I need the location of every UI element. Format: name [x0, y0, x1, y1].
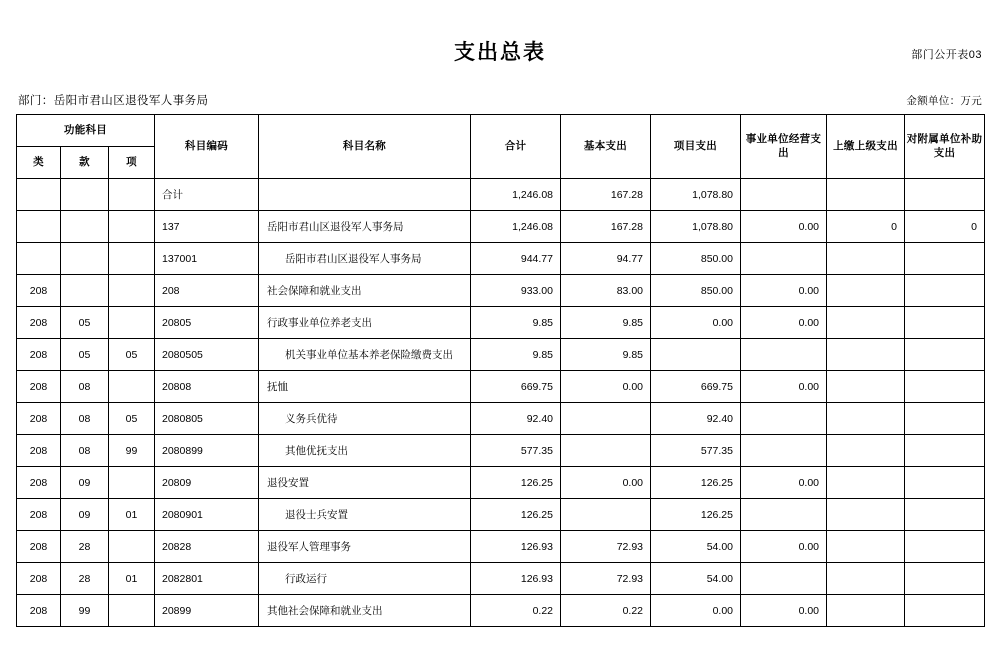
cell-upper: [827, 467, 905, 499]
cell-cls-text: 208: [29, 476, 48, 489]
cell-kuan: [61, 403, 109, 435]
cell-total: [471, 211, 561, 243]
cell-basic: [561, 275, 651, 307]
cell-kuan-text: 08: [78, 412, 91, 425]
cell-project: [651, 339, 741, 371]
cell-upper: [827, 307, 905, 339]
cell-total-text: 92.40: [526, 412, 553, 425]
cell-basic: [561, 595, 651, 627]
cell-kuan: [61, 499, 109, 531]
cell-total: [471, 435, 561, 467]
cell-kuan: [61, 595, 109, 627]
cell-code: [155, 595, 259, 627]
cell-basic-text: 72.93: [616, 540, 643, 553]
cell-xiang-text: 99: [125, 444, 138, 457]
cell-cls: [17, 211, 61, 243]
cell-name: [259, 179, 471, 211]
cell-code-text: 137001: [162, 252, 198, 265]
cell-subsidy: [905, 467, 985, 499]
cell-kuan: [61, 435, 109, 467]
table-row: [17, 211, 985, 243]
cell-kuan-text: 09: [78, 476, 91, 489]
cell-basic-text: 72.93: [616, 572, 643, 585]
cell-total: [471, 531, 561, 563]
cell-business: [741, 179, 827, 211]
cell-project-text: 1,078.80: [692, 188, 733, 201]
cell-business-text: 0.00: [798, 316, 819, 329]
cell-code: [155, 371, 259, 403]
cell-basic-text: 0.00: [622, 476, 643, 489]
header-name: 科目名称: [259, 115, 471, 179]
header-project: 项目支出: [651, 115, 741, 179]
cell-cls-text: 208: [29, 508, 48, 521]
cell-name-text: 退役士兵安置: [285, 509, 348, 521]
cell-project: [651, 243, 741, 275]
cell-total: [471, 563, 561, 595]
cell-code-text: 20805: [162, 316, 192, 329]
cell-basic: [561, 243, 651, 275]
cell-business: [741, 243, 827, 275]
cell-basic-text: 9.85: [622, 348, 643, 361]
cell-basic-text: 167.28: [610, 188, 643, 201]
cell-total-text: 944.77: [520, 252, 553, 265]
cell-name: [259, 499, 471, 531]
department-label: 部门：岳阳市君山区退役军人事务局: [18, 95, 209, 107]
cell-basic: [561, 307, 651, 339]
cell-subsidy: [905, 307, 985, 339]
cell-kuan: [61, 531, 109, 563]
table-row: [17, 403, 985, 435]
cell-kuan: [61, 211, 109, 243]
cell-upper: [827, 403, 905, 435]
cell-name-text: 退役军人管理事务: [267, 541, 351, 553]
cell-name: [259, 339, 471, 371]
cell-name-text: 岳阳市君山区退役军人事务局: [285, 253, 422, 265]
cell-kuan: [61, 467, 109, 499]
cell-xiang: [109, 339, 155, 371]
table-row: [17, 563, 985, 595]
cell-name-text: 行政运行: [285, 573, 327, 585]
cell-total-text: 9.85: [532, 348, 553, 361]
cell-project-text: 0.00: [712, 316, 733, 329]
cell-basic: [561, 499, 651, 531]
cell-kuan-text: 05: [78, 316, 91, 329]
cell-subsidy: [905, 179, 985, 211]
cell-cls: [17, 435, 61, 467]
cell-basic: [561, 467, 651, 499]
cell-subsidy: [905, 339, 985, 371]
cell-cls: [17, 179, 61, 211]
table-row: [17, 179, 985, 211]
cell-xiang: [109, 467, 155, 499]
cell-upper: [827, 179, 905, 211]
cell-xiang: [109, 563, 155, 595]
cell-kuan-text: 99: [78, 604, 91, 617]
cell-total-text: 1,246.08: [512, 188, 553, 201]
cell-code-text: 2080505: [162, 348, 203, 361]
cell-business: [741, 595, 827, 627]
cell-project: [651, 563, 741, 595]
cell-xiang: [109, 403, 155, 435]
amount-unit-label: 金额单位：万元: [906, 95, 982, 107]
cell-name-text: 行政事业单位养老支出: [267, 317, 372, 329]
cell-name: [259, 211, 471, 243]
cell-project-text: 850.00: [700, 252, 733, 265]
cell-total: [471, 307, 561, 339]
cell-code: [155, 563, 259, 595]
cell-total-text: 669.75: [520, 380, 553, 393]
cell-project: [651, 499, 741, 531]
header-subsidy: 对附属单位补助支出: [905, 115, 985, 179]
cell-total: [471, 595, 561, 627]
cell-name-text: 社会保障和就业支出: [267, 285, 362, 297]
cell-xiang: [109, 499, 155, 531]
cell-name-text: 其他社会保障和就业支出: [267, 605, 383, 617]
cell-cls-text: 208: [29, 380, 48, 393]
cell-business-text: 0.00: [798, 604, 819, 617]
cell-cls: [17, 467, 61, 499]
cell-project: [651, 275, 741, 307]
cell-subsidy: [905, 371, 985, 403]
cell-business: [741, 371, 827, 403]
cell-business: [741, 499, 827, 531]
cell-business: [741, 403, 827, 435]
cell-basic-text: 9.85: [622, 316, 643, 329]
cell-total-text: 126.25: [520, 508, 553, 521]
cell-subsidy: [905, 243, 985, 275]
cell-code: [155, 403, 259, 435]
cell-total-text: 933.00: [520, 284, 553, 297]
cell-subsidy: [905, 435, 985, 467]
cell-kuan: [61, 307, 109, 339]
cell-xiang: [109, 179, 155, 211]
cell-total: [471, 179, 561, 211]
cell-code-text: 20828: [162, 540, 192, 553]
cell-kuan-text: 08: [78, 444, 91, 457]
cell-business: [741, 275, 827, 307]
cell-xiang: [109, 435, 155, 467]
cell-project-text: 92.40: [706, 412, 733, 425]
cell-xiang: [109, 531, 155, 563]
cell-name: [259, 467, 471, 499]
cell-project: [651, 307, 741, 339]
cell-code: [155, 531, 259, 563]
cell-xiang: [109, 595, 155, 627]
cell-name-text: 岳阳市君山区退役军人事务局: [267, 221, 404, 233]
cell-total: [471, 467, 561, 499]
cell-project-text: 126.25: [700, 508, 733, 521]
meta-row: [16, 92, 984, 108]
cell-upper: [827, 339, 905, 371]
cell-basic-text: 83.00: [616, 284, 643, 297]
header-upper: 上缴上级支出: [827, 115, 905, 179]
table-row: [17, 339, 985, 371]
cell-cls-text: 208: [29, 572, 48, 585]
table-row: [17, 499, 985, 531]
header-code: 科目编码: [155, 115, 259, 179]
cell-xiang: [109, 243, 155, 275]
cell-upper: [827, 531, 905, 563]
cell-code: [155, 339, 259, 371]
cell-project-text: 1,078.80: [692, 220, 733, 233]
cell-name-text: 机关事业单位基本养老保险缴费支出: [285, 349, 453, 361]
cell-cls-text: 208: [29, 540, 48, 553]
cell-code: [155, 179, 259, 211]
cell-upper: [827, 371, 905, 403]
cell-total: [471, 371, 561, 403]
header-class: 类: [17, 147, 61, 179]
cell-upper: [827, 595, 905, 627]
cell-basic: [561, 435, 651, 467]
cell-kuan-text: 08: [78, 380, 91, 393]
cell-code-text: 2080805: [162, 412, 203, 425]
cell-business: [741, 563, 827, 595]
cell-name-text: 退役安置: [267, 477, 309, 489]
document-page: [0, 36, 1000, 671]
cell-xiang: [109, 371, 155, 403]
table-row: [17, 435, 985, 467]
cell-cls: [17, 531, 61, 563]
cell-basic: [561, 339, 651, 371]
cell-project-text: 850.00: [700, 284, 733, 297]
cell-business-text: 0.00: [798, 220, 819, 233]
cell-project-text: 0.00: [712, 604, 733, 617]
cell-cls-text: 208: [29, 348, 48, 361]
cell-kuan: [61, 563, 109, 595]
cell-xiang-text: 01: [125, 572, 138, 585]
cell-cls-text: 208: [29, 284, 48, 297]
table-row: [17, 531, 985, 563]
expenditure-summary-table: [16, 114, 985, 627]
cell-cls-text: 208: [29, 444, 48, 457]
cell-project: [651, 595, 741, 627]
cell-total-text: 126.93: [520, 540, 553, 553]
cell-total: [471, 275, 561, 307]
cell-cls: [17, 243, 61, 275]
cell-total: [471, 339, 561, 371]
cell-cls: [17, 307, 61, 339]
cell-code-text: 20809: [162, 476, 192, 489]
cell-code: [155, 435, 259, 467]
form-code-label: 部门公开表03: [911, 49, 982, 61]
cell-cls: [17, 339, 61, 371]
cell-code: [155, 499, 259, 531]
cell-upper: [827, 211, 905, 243]
cell-cls: [17, 499, 61, 531]
cell-code: [155, 307, 259, 339]
cell-upper: [827, 499, 905, 531]
cell-xiang: [109, 307, 155, 339]
cell-name: [259, 531, 471, 563]
cell-total-text: 126.25: [520, 476, 553, 489]
cell-kuan: [61, 371, 109, 403]
cell-project-text: 54.00: [706, 572, 733, 585]
cell-cls-text: 208: [29, 412, 48, 425]
cell-business: [741, 435, 827, 467]
cell-basic: [561, 371, 651, 403]
cell-business: [741, 467, 827, 499]
cell-kuan-text: 05: [78, 348, 91, 361]
cell-xiang-text: 01: [125, 508, 138, 521]
cell-upper: [827, 563, 905, 595]
cell-total-text: 9.85: [532, 316, 553, 329]
cell-project-text: 669.75: [700, 380, 733, 393]
cell-kuan-text: 09: [78, 508, 91, 521]
cell-project: [651, 211, 741, 243]
cell-project: [651, 403, 741, 435]
table-row: [17, 467, 985, 499]
cell-cls: [17, 563, 61, 595]
table-header: [17, 115, 985, 179]
header-basic: 基本支出: [561, 115, 651, 179]
table-row: [17, 307, 985, 339]
cell-subsidy: [905, 275, 985, 307]
cell-project: [651, 531, 741, 563]
cell-kuan: [61, 339, 109, 371]
cell-cls-text: 208: [29, 316, 48, 329]
table-row: [17, 275, 985, 307]
cell-business: [741, 339, 827, 371]
cell-total: [471, 403, 561, 435]
page-title: 支出总表: [454, 41, 546, 64]
table-row: [17, 243, 985, 275]
cell-business-text: 0.00: [798, 284, 819, 297]
cell-subsidy: [905, 595, 985, 627]
cell-cls: [17, 403, 61, 435]
cell-code-text: 2080899: [162, 444, 203, 457]
cell-code: [155, 275, 259, 307]
cell-code-text: 2080901: [162, 508, 203, 521]
cell-name: [259, 243, 471, 275]
cell-business: [741, 211, 827, 243]
cell-total-text: 1,246.08: [512, 220, 553, 233]
cell-upper: [827, 243, 905, 275]
cell-project-text: 577.35: [700, 444, 733, 457]
cell-business: [741, 531, 827, 563]
cell-name-text: 其他优抚支出: [285, 445, 348, 457]
cell-subsidy-text: 0: [971, 220, 977, 233]
cell-project-text: 126.25: [700, 476, 733, 489]
cell-code: [155, 243, 259, 275]
cell-xiang-text: 05: [125, 348, 138, 361]
cell-name: [259, 371, 471, 403]
cell-basic: [561, 403, 651, 435]
cell-name-text: 义务兵优待: [285, 413, 338, 425]
header-total: 合计: [471, 115, 561, 179]
cell-name: [259, 595, 471, 627]
cell-subsidy: [905, 211, 985, 243]
cell-code-text: 137: [162, 220, 180, 233]
cell-total: [471, 499, 561, 531]
cell-xiang-text: 05: [125, 412, 138, 425]
cell-total-text: 126.93: [520, 572, 553, 585]
header-xiang: 项: [109, 147, 155, 179]
cell-basic-text: 0.22: [622, 604, 643, 617]
cell-cls: [17, 371, 61, 403]
cell-basic-text: 167.28: [610, 220, 643, 233]
cell-code-text: 20899: [162, 604, 192, 617]
table-row: [17, 371, 985, 403]
cell-cls: [17, 275, 61, 307]
cell-project: [651, 467, 741, 499]
cell-upper: [827, 435, 905, 467]
header-business: 事业单位经营支出: [741, 115, 827, 179]
cell-kuan: [61, 275, 109, 307]
cell-upper-text: 0: [891, 220, 897, 233]
cell-subsidy: [905, 403, 985, 435]
cell-code: [155, 467, 259, 499]
cell-subsidy: [905, 531, 985, 563]
cell-code-text: 2082801: [162, 572, 203, 585]
cell-subsidy: [905, 499, 985, 531]
cell-name: [259, 307, 471, 339]
cell-kuan: [61, 179, 109, 211]
cell-name: [259, 435, 471, 467]
cell-basic: [561, 179, 651, 211]
cell-total: [471, 243, 561, 275]
cell-xiang: [109, 275, 155, 307]
cell-project: [651, 435, 741, 467]
cell-kuan-text: 28: [78, 572, 91, 585]
cell-kuan: [61, 243, 109, 275]
cell-code-text: 合计: [162, 189, 183, 201]
cell-name: [259, 275, 471, 307]
cell-business: [741, 307, 827, 339]
cell-code-text: 208: [162, 284, 180, 297]
cell-business-text: 0.00: [798, 380, 819, 393]
table-row: [17, 595, 985, 627]
header-kuan: 款: [61, 147, 109, 179]
cell-code: [155, 211, 259, 243]
cell-basic: [561, 211, 651, 243]
cell-name-text: 抚恤: [267, 381, 288, 393]
cell-total-text: 577.35: [520, 444, 553, 457]
cell-kuan-text: 28: [78, 540, 91, 553]
cell-code-text: 20808: [162, 380, 192, 393]
cell-cls-text: 208: [29, 604, 48, 617]
cell-upper: [827, 275, 905, 307]
cell-xiang: [109, 211, 155, 243]
table-body: [17, 179, 985, 627]
cell-cls: [17, 595, 61, 627]
cell-basic: [561, 531, 651, 563]
cell-business-text: 0.00: [798, 476, 819, 489]
cell-project: [651, 179, 741, 211]
cell-total-text: 0.22: [532, 604, 553, 617]
header-functional-group: 功能科目: [17, 115, 155, 147]
cell-project: [651, 371, 741, 403]
cell-basic-text: 0.00: [622, 380, 643, 393]
cell-name: [259, 563, 471, 595]
cell-business-text: 0.00: [798, 540, 819, 553]
cell-project-text: 54.00: [706, 540, 733, 553]
cell-basic-text: 94.77: [616, 252, 643, 265]
cell-basic: [561, 563, 651, 595]
cell-name: [259, 403, 471, 435]
cell-subsidy: [905, 563, 985, 595]
